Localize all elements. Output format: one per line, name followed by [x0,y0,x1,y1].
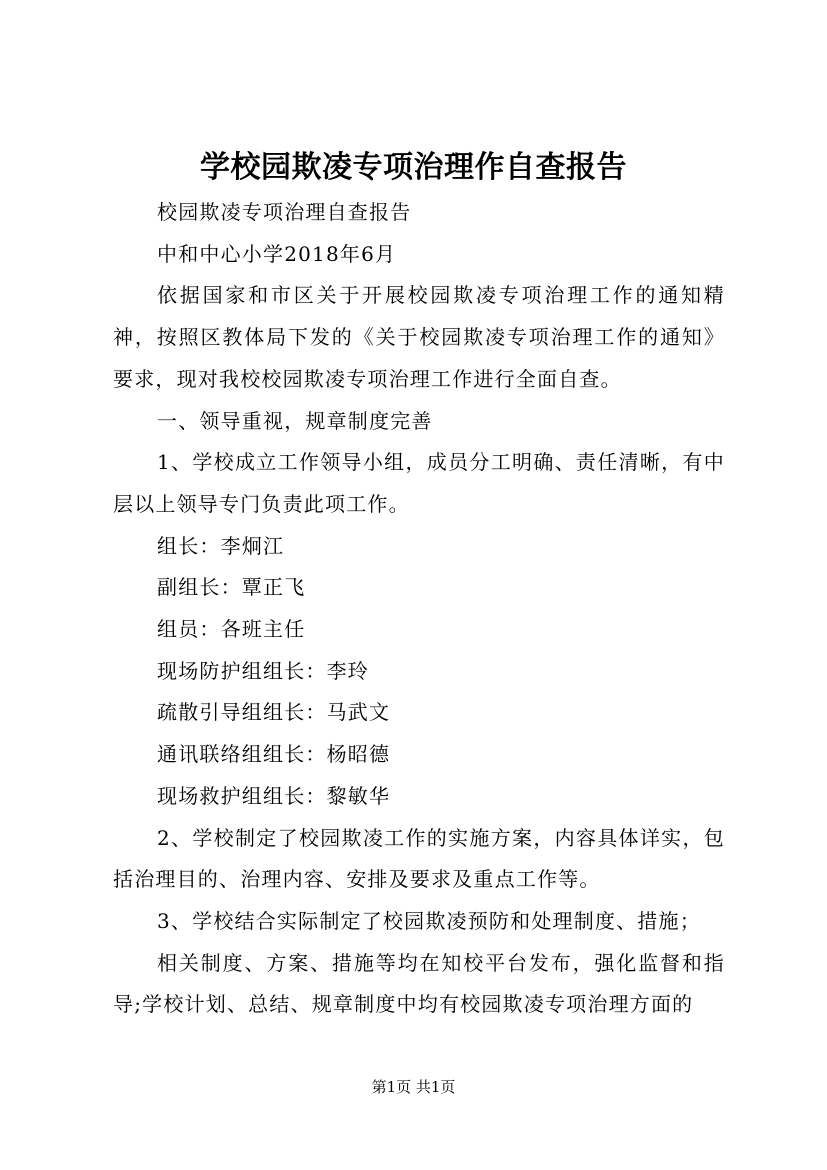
item-1-paragraph: 1、学校成立工作领导小组，成员分工明确、责任清晰，有中层以上领导专门负责此项工作。 [113,450,725,516]
evacuation-group-line: 疏散引导组组长：马武文 [157,700,391,725]
communication-group-line: 通讯联络组组长：杨昭德 [157,742,391,767]
document-body [113,192,725,1026]
protection-group-line: 现场防护组组长：李玲 [157,658,369,683]
deputy-leader-line: 副组长：覃正飞 [157,575,306,600]
school-date-line: 中和中心小学2018年6月 [157,241,397,266]
item-2-paragraph: 2、学校制定了校园欺凌工作的实施方案，内容具体详实，包括治理目的、治理内容、安排及要求及重点工作等。 [113,825,725,892]
item-3-paragraph: 3、学校结合实际制定了校园欺凌预防和处理制度、措施； [157,908,701,933]
members-line: 组员：各班主任 [157,617,306,642]
report-subtitle: 校园欺凌专项治理自查报告 [157,200,412,224]
continuation-paragraph: 相关制度、方案、措施等均在知校平台发布，强化监督和指导;学校计划、总结、规章制度中均有校园欺凌专项治理方面的 [113,950,725,1017]
page-footer: 第1页 共1页 [371,1078,456,1096]
section-heading-1: 一、领导重视，规章制度完善 [157,408,433,433]
intro-paragraph: 依据国家和市区关于开展校园欺凌专项治理工作的通知精神，按照区教体局下发的《关于校园欺凌专项治理工作的通知》要求，现对我校校园欺凌专项治理工作进行全面自查。 [113,283,725,391]
document-title: 学校园欺凌专项治理作自查报告 [200,150,627,185]
leader-line: 组长：李炯江 [157,533,285,558]
rescue-group-line: 现场救护组组长：黎敏华 [157,783,391,808]
